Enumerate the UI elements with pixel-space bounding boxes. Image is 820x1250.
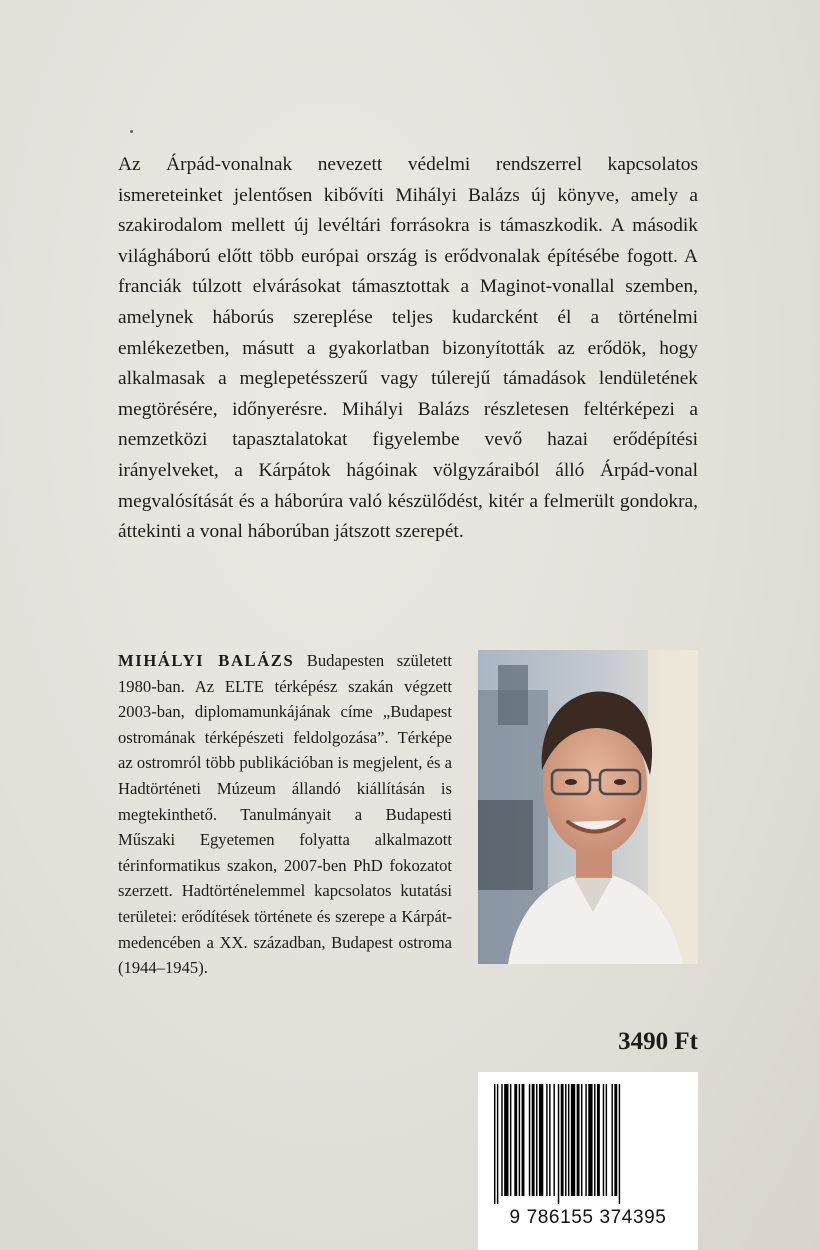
barcode-bar [606, 1084, 607, 1196]
book-blurb: Az Árpád-vonalnak nevezett védelmi rendszerrel kapcsolatos ismereteinket jelentősen kibővíti Mihályi Balázs új könyve, amely a szakirodalom mellett új levéltári forrásokra is támaszkodik. A második világháború előtt több európai ország is erődvonalak építésébe fogott. A franciák túlzott elvárásokat támasztottak a Maginot-vonallal szemben, amelynek háborús szereplése teljes kudarcként él a történelmi emlékezetben, másutt a gyakorlatban bizonyították az erődök, hogy alkalmasak a meglepetésszerű vagy túlerejű támadások lendületének megtörésére, időnyerésre. Mihályi Balázs részletesen feltérképezi a nemzetközi tapasztalatokat figyelembe vevő hazai erődépítési irányelveket, a Kárpátok hágóinak völgyzáraiból álló Árpád-vonal megvalósítását és a háborúra való készülődést, kitér a felmerült gondokra, áttekinti a vonal háborúban játszott szerepét. [118, 154, 698, 543]
author-portrait-illustration [478, 650, 698, 964]
author-bio-text: Budapesten született 1980-ban. Az ELTE térképész szakán végzett 2003-ban, diplomamunkájának címe „Budapest ostromának térképészeti feldolgozása”. Térképe az ostromról több publikációban is megjelent, és a Hadtörténeti Múzeum állandó kiállításán is megtekinthető. Tanulmányait a Budapesti Műszaki Egyetemen folyatta alkalmazott térinformatikus szakon, 2007-ben PhD fokozatot szerzett. Hadtörténelemmel kapcsolatos kutatási területei: erődítések története és szerepe a Kárpát-medencében a XX. században, Budapest ostroma (1944–1945). [118, 651, 452, 978]
barcode-bar [501, 1084, 502, 1196]
paper-speck [130, 130, 133, 133]
author-photo [478, 650, 698, 964]
isbn-barcode [478, 1072, 698, 1250]
barcode-bar [611, 1084, 612, 1196]
barcode-bar [494, 1084, 495, 1204]
barcode-bar [577, 1084, 580, 1196]
barcode-bar [546, 1084, 547, 1196]
barcode-bar [594, 1084, 595, 1196]
barcode-bars [492, 1084, 684, 1204]
barcode-bar [522, 1084, 525, 1196]
barcode-bar [532, 1084, 535, 1196]
barcode-bar [619, 1084, 620, 1204]
barcode-bar [549, 1084, 550, 1196]
barcode-bar [581, 1084, 582, 1196]
price-label: 3490 Ft [618, 1028, 698, 1055]
barcode-bar [568, 1084, 569, 1196]
barcode-bar [603, 1084, 604, 1196]
barcode-bar [536, 1084, 537, 1196]
barcode-bar [571, 1084, 575, 1196]
barcode-bar [529, 1084, 530, 1196]
barcode-bar [565, 1084, 566, 1196]
author-bio [118, 648, 452, 981]
barcode-bar [588, 1084, 592, 1196]
barcode-bar [561, 1084, 564, 1196]
barcode-bar [519, 1084, 520, 1196]
barcode-bar [585, 1084, 586, 1196]
barcode-bar [614, 1084, 617, 1196]
isbn-number: 9 786155 374395 [509, 1207, 667, 1228]
barcode-bar [553, 1084, 554, 1196]
barcode-bar [514, 1084, 517, 1196]
barcode-bar [558, 1084, 559, 1204]
barcode-bar [539, 1084, 543, 1196]
barcode-bar [510, 1084, 511, 1196]
author-name: MIHÁLYI BALÁZS [118, 651, 295, 670]
barcode-bar [504, 1084, 508, 1196]
barcode-bar [597, 1084, 600, 1196]
barcode-bar [497, 1084, 498, 1204]
